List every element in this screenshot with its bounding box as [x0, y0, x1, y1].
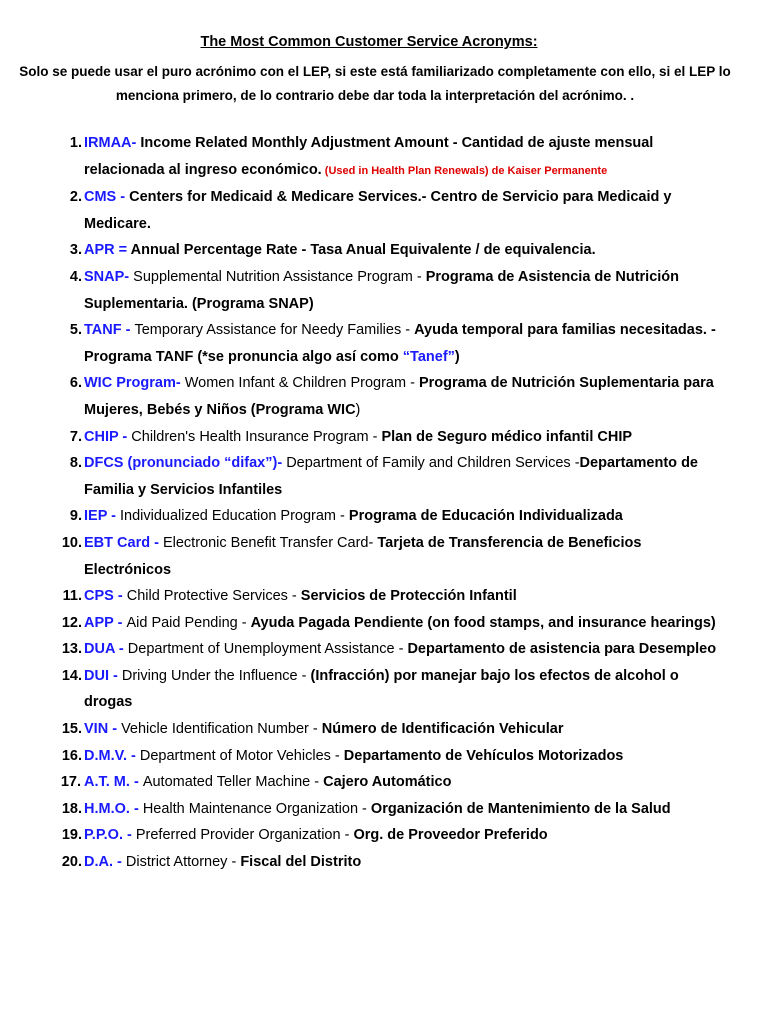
- item-dash: -: [368, 428, 382, 445]
- item-english: Women Infant & Children Program: [184, 375, 407, 392]
- list-item: [0, 716, 768, 743]
- item-acronym: IRMAA: [84, 135, 132, 151]
- item-dash: -: [412, 268, 426, 285]
- item-acronym: P.P.O.: [84, 827, 123, 844]
- item-separator: -: [150, 534, 163, 551]
- item-dash: -: [406, 375, 419, 392]
- item-english: District Attorney: [125, 854, 228, 871]
- item-separator: -: [131, 135, 141, 151]
- list-item: [0, 663, 768, 716]
- item-acronym: DUA: [84, 641, 115, 658]
- item-number: 4.: [69, 268, 82, 285]
- item-acronym: A.T. M.: [84, 774, 130, 791]
- item-english: Aid Paid Pending: [126, 614, 238, 631]
- item-number: 7.: [69, 428, 82, 445]
- list-item: [0, 424, 768, 451]
- list-item: [0, 849, 768, 876]
- item-english: Electronic Benefit Transfer Card: [162, 534, 369, 551]
- item-separator: -: [107, 508, 120, 525]
- item-separator: -: [118, 428, 132, 445]
- list-item: [0, 264, 768, 317]
- item-acronym: WIC Program: [84, 375, 176, 392]
- item-number: 10.: [61, 534, 82, 551]
- item-dash: -: [570, 455, 580, 472]
- item-number: 16.: [61, 747, 82, 764]
- item-spanish: Programa de Educación Individualizada: [348, 508, 623, 525]
- item-spanish: Número de Identificación Vehicular: [321, 721, 564, 738]
- item-acronym: TANF: [84, 322, 122, 339]
- acronym-list: [0, 130, 768, 876]
- item-acronym: EBT Card: [84, 534, 151, 551]
- item-dash: -: [368, 534, 378, 551]
- item-spanish: Tasa Anual Equivalente / de equivalencia.: [310, 242, 596, 259]
- item-number: 6.: [69, 375, 82, 392]
- item-separator: -: [129, 774, 143, 791]
- item-dash: -: [227, 854, 241, 871]
- item-spanish: Cajero Automático: [323, 774, 452, 791]
- item-spanish: Cantidad de ajuste mensual relacionada al ingreso económico.: [84, 135, 654, 178]
- item-number: 14.: [61, 667, 82, 684]
- list-item: [0, 610, 768, 637]
- list-item: [0, 530, 768, 583]
- item-spanish: Departamento de Vehículos Motorizados: [343, 747, 624, 764]
- item-number: 5.: [69, 322, 82, 339]
- item-english: Department of Motor Vehicles: [139, 747, 331, 764]
- item-acronym: CPS: [84, 588, 114, 605]
- item-separator: -: [129, 800, 143, 817]
- item-acronym: H.M.O.: [84, 800, 130, 817]
- list-item: [0, 503, 768, 530]
- item-number: 15.: [61, 721, 82, 738]
- item-acronym: D.A.: [84, 854, 113, 871]
- item-separator: -: [124, 268, 134, 285]
- item-number: 1.: [69, 135, 82, 151]
- item-spanish: Servicios de Protección Infantil: [300, 588, 517, 605]
- item-spanish: Departamento de Familia y Servicios Infantiles: [84, 455, 698, 498]
- item-acronym: APR: [84, 242, 115, 259]
- item-acronym: APP: [84, 614, 114, 631]
- list-item: [0, 130, 768, 184]
- item-english: Department of Family and Children Services: [286, 455, 571, 472]
- item-english: Vehicle Identification Number: [121, 721, 309, 738]
- item-spanish: Programa de Asistencia de Nutrición Suplementaria. (Programa SNAP): [84, 268, 680, 312]
- list-item: [0, 583, 768, 610]
- item-acronym: IEP: [84, 508, 108, 525]
- item-dash: -: [330, 747, 344, 764]
- item-english: Preferred Provider Organization: [135, 827, 341, 844]
- item-dash: -: [237, 614, 251, 631]
- item-dash: -: [297, 667, 311, 684]
- item-separator: -: [121, 322, 135, 339]
- item-spanish: Ayuda Pagada Pendiente (on food stamps, and insurance hearings): [250, 614, 716, 631]
- item-acronym: D.M.V.: [84, 747, 127, 764]
- item-spanish: Plan de Seguro médico infantil CHIP: [381, 428, 633, 445]
- item-number: 13.: [61, 641, 82, 658]
- item-dash: -: [340, 827, 354, 844]
- item-separator: -: [126, 747, 140, 764]
- item-number: 17.: [60, 774, 81, 791]
- item-dash: -: [358, 800, 371, 817]
- item-dash: -: [448, 135, 462, 151]
- list-item: [0, 370, 768, 423]
- item-number: 2.: [69, 189, 82, 206]
- item-spanish: Organización de Mantenimiento de la Salud: [370, 800, 671, 817]
- item-dash: -: [308, 721, 322, 738]
- item-spanish: (Infracción) por manejar bajo los efectos de alcohol o drogas: [84, 667, 679, 711]
- item-dash: -: [297, 242, 311, 259]
- item-acronym: CHIP: [84, 428, 119, 445]
- list-item: [0, 636, 768, 663]
- item-english: Child Protective Services: [126, 588, 288, 605]
- item-separator: -: [122, 827, 136, 844]
- item-number: 3.: [69, 242, 82, 259]
- page-title: The Most Common Customer Service Acronyms:: [200, 34, 538, 50]
- list-item: [0, 450, 768, 503]
- item-dash: -: [394, 641, 408, 658]
- item-separator: =: [114, 242, 131, 259]
- item-english: Children's Health Insurance Program: [131, 428, 369, 445]
- item-separator: -: [114, 641, 128, 658]
- item-separator: -: [113, 614, 127, 631]
- item-number: 9.: [69, 508, 82, 525]
- item-spanish: Ayuda temporal para familias necesitadas. -Programa TANF (*se pronuncia algo así como: [84, 322, 716, 365]
- item-number: 18.: [61, 800, 82, 817]
- item-spanish: Org. de Proveedor Preferido: [353, 827, 548, 844]
- item-english: Supplemental Nutrition Assistance Program: [133, 268, 413, 285]
- item-english: Temporary Assistance for Needy Families: [134, 322, 402, 339]
- item-dash: -: [336, 508, 349, 525]
- item-english: Centers for Medicaid & Medicare Services.: [129, 189, 422, 206]
- item-number: 12.: [61, 614, 82, 631]
- item-spanish: Programa de Nutrición Suplementaria para Mujeres, Bebés y Niños (Programa WIC: [84, 375, 714, 418]
- item-number: 11.: [62, 588, 82, 605]
- item-number: 8.: [69, 455, 82, 472]
- item-dash: -: [310, 774, 324, 791]
- list-item: [0, 822, 768, 849]
- item-english: Automated Teller Machine: [142, 774, 311, 791]
- list-item: [0, 769, 768, 796]
- item-separator: -: [108, 667, 122, 684]
- item-acronym: DFCS (pronunciado “difax”): [84, 455, 278, 472]
- item-acronym: CMS: [84, 189, 117, 206]
- list-item: [0, 237, 768, 264]
- item-english: Health Maintenance Organization: [142, 800, 359, 817]
- item-separator: -: [113, 854, 126, 871]
- list-item: [0, 743, 768, 770]
- item-quote: “Tanef”: [402, 348, 455, 365]
- item-dash: -: [421, 189, 431, 206]
- item-number: 19.: [61, 827, 82, 844]
- list-item: [0, 184, 768, 237]
- item-separator: -: [277, 455, 287, 472]
- item-english: Department of Unemployment Assistance: [127, 641, 395, 658]
- item-separator: -: [175, 375, 185, 392]
- item-spanish: Tarjeta de Transferencia de Beneficios Electrónicos: [84, 534, 642, 578]
- item-note: (Used in Health Plan Renewals) de Kaiser Permanente: [321, 164, 608, 177]
- item-acronym: VIN: [84, 721, 109, 738]
- item-english: Driving Under the Influence: [121, 667, 298, 684]
- item-spanish: Fiscal del Distrito: [240, 854, 362, 871]
- item-acronym: DUI: [84, 667, 109, 684]
- item-dash: -: [287, 588, 301, 605]
- item-spanish: Departamento de asistencia para Desempleo: [407, 641, 717, 658]
- item-close: ): [454, 348, 460, 365]
- item-number: 20.: [61, 854, 82, 871]
- item-separator: -: [116, 189, 130, 206]
- item-close: ): [355, 401, 361, 418]
- item-separator: -: [108, 721, 122, 738]
- item-english: Annual Percentage Rate: [130, 242, 298, 259]
- item-spanish: Centro de Servicio para Medicaid y Medicare.: [84, 189, 672, 232]
- item-dash: -: [401, 322, 415, 339]
- item-acronym: SNAP: [84, 268, 125, 285]
- list-item: [0, 317, 768, 370]
- item-english: Income Related Monthly Adjustment Amount: [140, 135, 449, 151]
- item-english: Individualized Education Program: [120, 508, 337, 525]
- item-separator: -: [113, 588, 127, 605]
- intro-paragraph: Solo se puede usar el puro acrónimo con el LEP, si este está familiarizado completamente con ello, si el LEP lo menciona primero, de lo contrario debe dar toda la interpretación del acrónimo. .: [19, 64, 731, 103]
- list-item: [0, 796, 768, 823]
